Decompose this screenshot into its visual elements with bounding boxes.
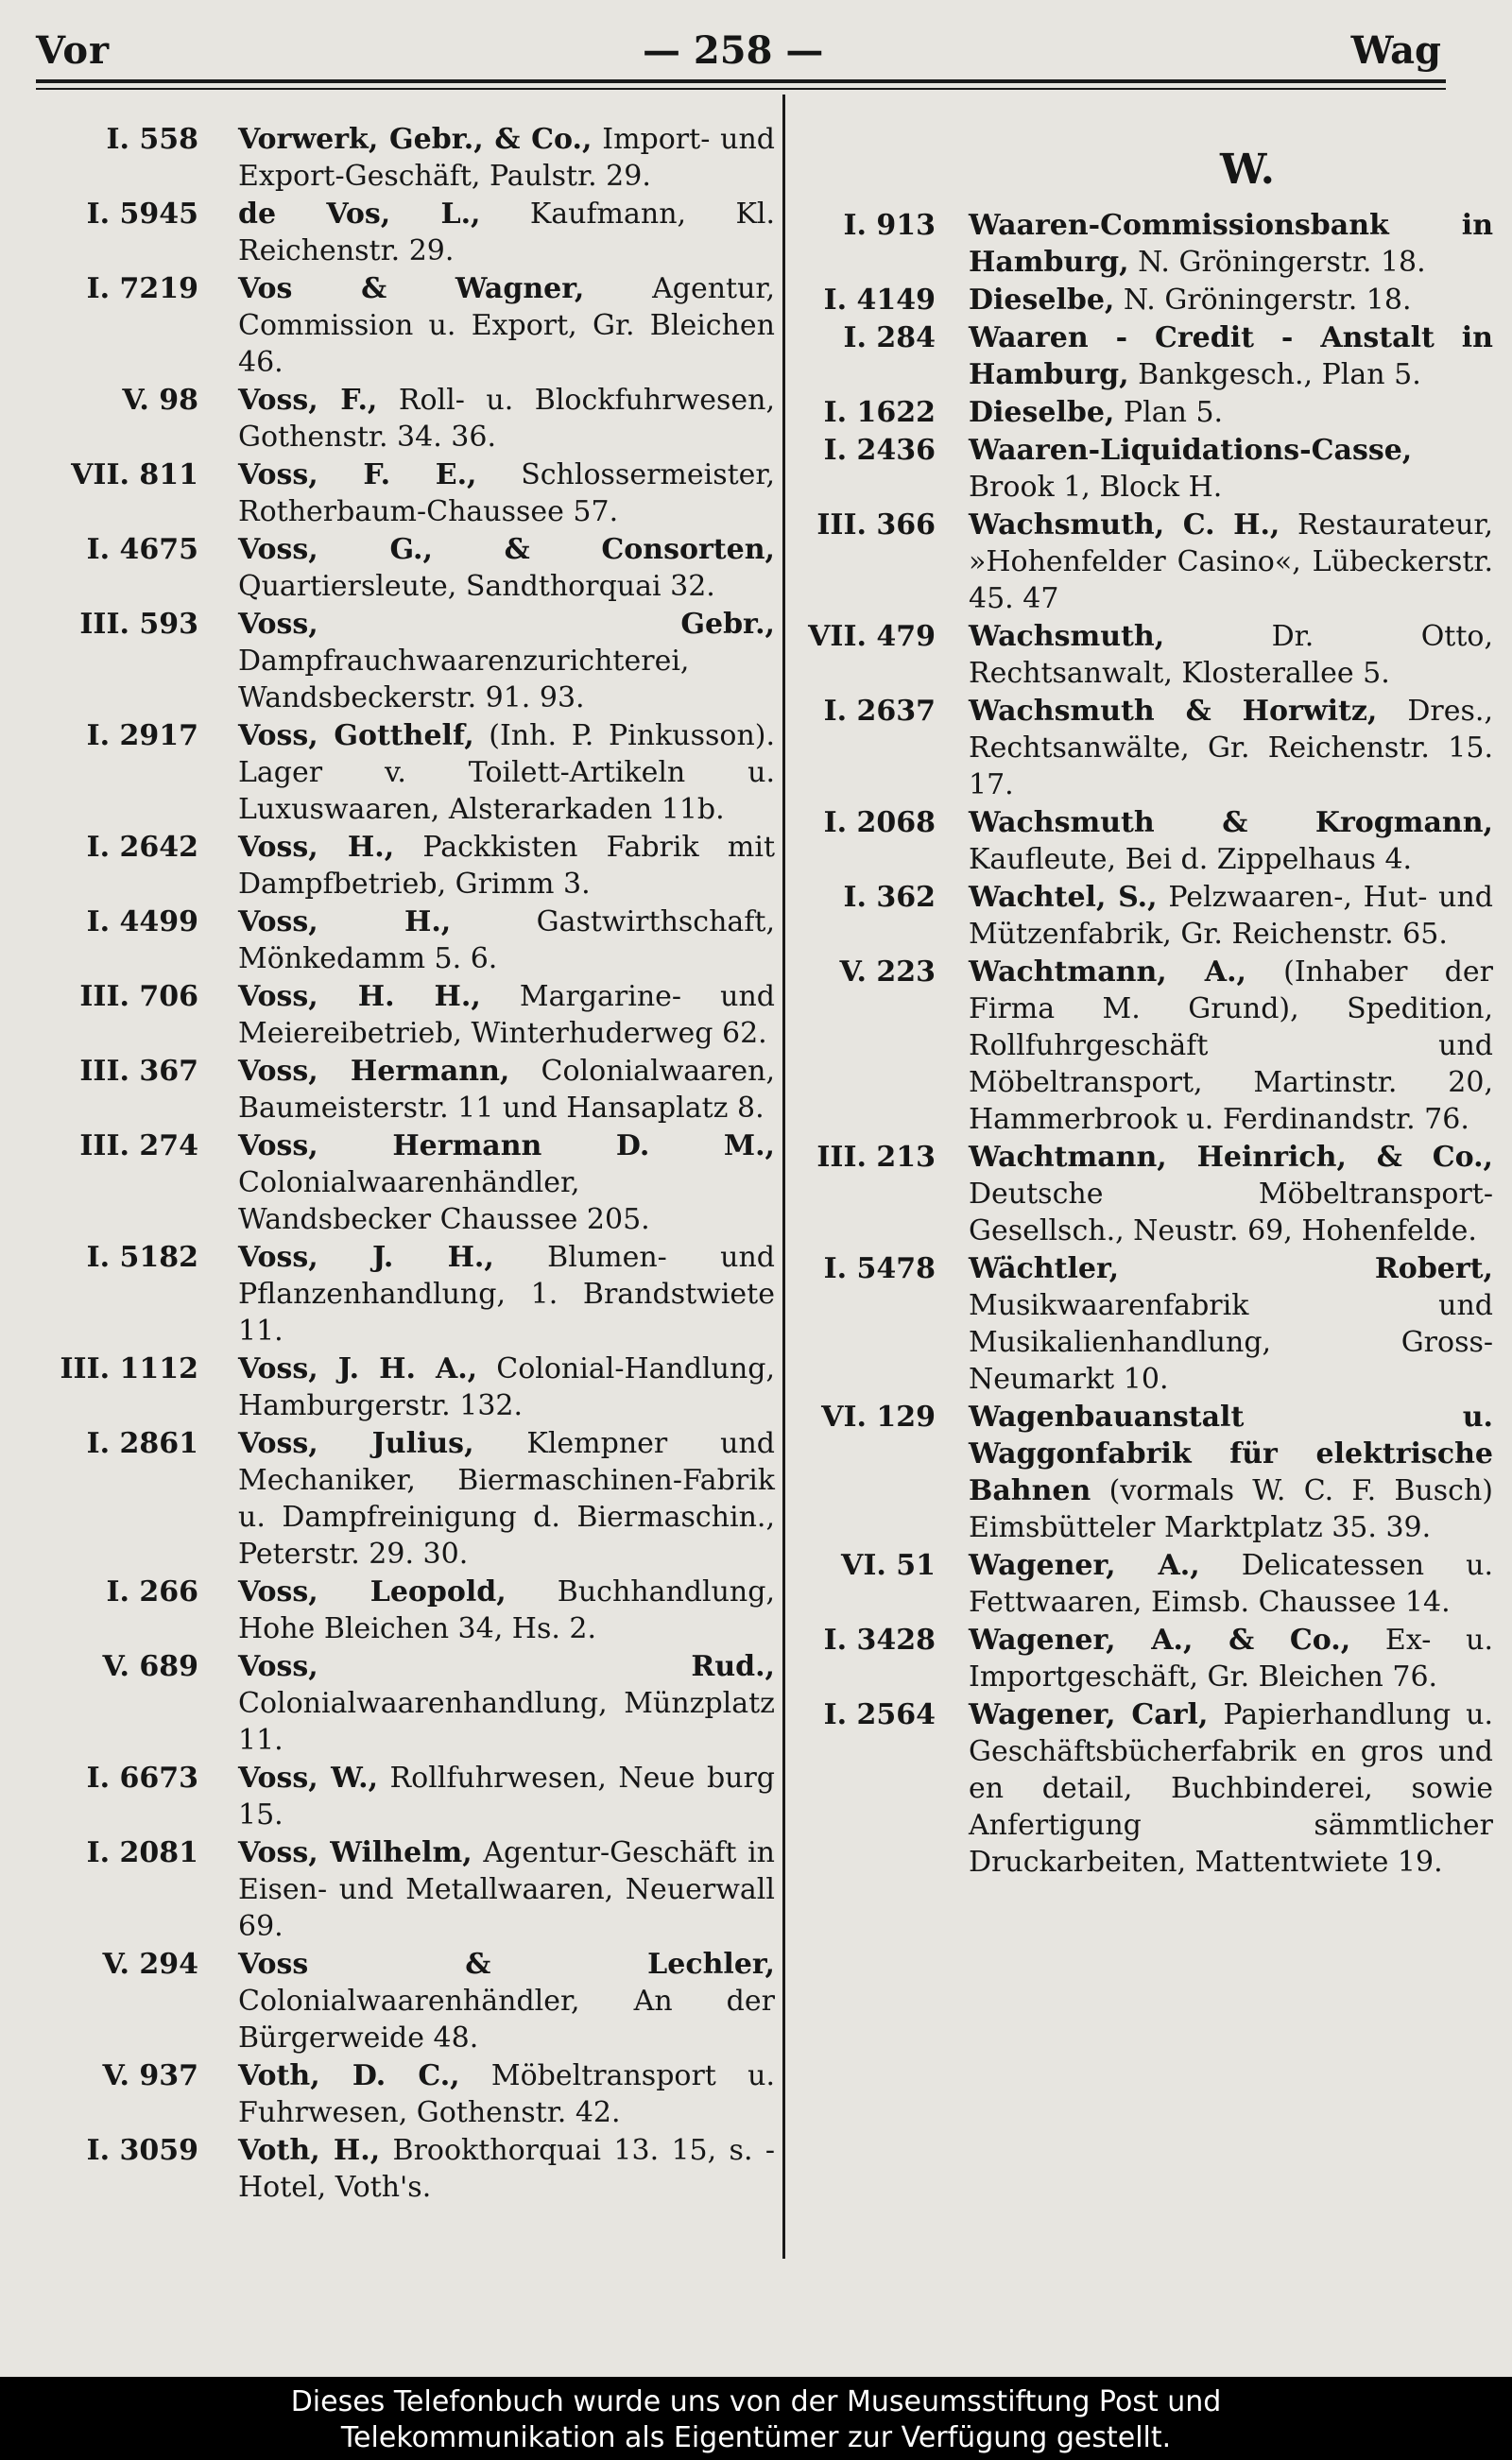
entry-details: Rollfuhrwesen, Neue burg 15. [238,1762,776,1832]
entry-name: Voss, Hermann D. M., [238,1129,775,1162]
entry-name: Voss, H. H., [238,980,481,1013]
entry-name: Voss, F. E., [238,458,477,491]
entry-details: Dr. Otto, Rechtsanwalt, Klosterallee 5. [969,620,1493,690]
phone-number: I. 284 [843,321,936,354]
phone-number: I. 3428 [823,1624,936,1657]
entry-text [238,2132,775,2206]
entry-name: Wächtler, Robert, [969,1252,1493,1285]
right-column [756,121,1493,1882]
entry-name: Voss, H., [238,905,452,938]
entry-details: Brookthorquai 13. 15, s. -Hotel, Voth's. [238,2134,775,2204]
entry-name: Wagener, A., [969,1549,1200,1582]
phone-number: I. 362 [843,881,936,914]
phone-number: V. 937 [102,2059,198,2092]
directory-entry [28,1350,775,1424]
phone-number: I. 558 [106,123,198,156]
entry-details: Agentur-Geschäft in Eisen- und Metallwaaren, Neuerwall 69. [238,1836,775,1943]
entry-details: (vormals W. C. F. Busch) Eimsbütteler Marktplatz 35. 39. [969,1474,1493,1544]
phone-number: I. 2081 [86,1836,198,1869]
directory-entry [756,282,1493,318]
directory-entry [756,1250,1493,1398]
directory-entry [756,319,1493,393]
directory-entry [756,207,1493,281]
right-entries [756,207,1493,1881]
phone-number: I. 4675 [86,533,198,566]
entry-name: Voss, J. H. A., [238,1352,478,1385]
entry-details: Restaurateur, »Hohenfelder Casino«, Lübeckerstr. 45. 47 [969,508,1493,615]
entry-text [969,432,1493,506]
entry-text [969,394,1493,431]
directory-entry [28,1574,775,1647]
directory-entry [756,1547,1493,1621]
entry-text [238,382,775,456]
entry-text [969,507,1493,617]
phone-number: I. 3059 [86,2134,198,2167]
phone-number: I. 7219 [86,272,198,305]
directory-entry [756,618,1493,692]
phone-number: III. 1112 [60,1352,198,1385]
entry-details: Colonial-Handlung, Hamburgerstr. 132. [238,1352,776,1422]
entry-text [238,903,775,977]
entry-text [238,1053,775,1127]
entry-name: Voss, J. H., [238,1241,494,1274]
entry-details: Kaufmann, Kl. Reichenstr. 29. [238,198,775,267]
directory-entry [28,1425,775,1573]
directory-entry [28,1239,775,1350]
entry-text [969,693,1493,803]
entry-text [238,121,775,195]
directory-entry [28,456,775,530]
entry-name: Wachtel, S., [969,881,1158,914]
entry-text [969,282,1493,318]
entry-details: Klempner und Mechaniker, Biermaschinen-Fabrik u. Dampfreinigung d. Biermaschin., Peterstr. 29. 30. [238,1427,775,1571]
phone-number: III. 366 [816,508,936,542]
entry-name: Voss, Julius, [238,1427,474,1460]
entry-name: Voss, Gebr., [238,608,775,641]
entry-name: Dieselbe, [969,396,1115,429]
entry-text [969,207,1493,281]
directory-entry [756,879,1493,953]
entry-text [238,1239,775,1350]
entry-name: Wachtmann, Heinrich, & Co., [969,1141,1493,1174]
header-rule-thin [36,88,1446,90]
entry-text [238,1127,775,1238]
entry-name: Wagener, A., & Co., [969,1624,1351,1657]
entry-text [238,1574,775,1647]
entry-text [238,978,775,1052]
entry-details: (Inhaber der Firma M. Grund), Spedition, Rollfuhrgeschäft und Möbeltransport, Martinstr. 20, Hammerbrook u. Ferdinandstr. 76. [969,955,1493,1136]
directory-entry [756,804,1493,878]
directory-entry [28,829,775,903]
entry-text [969,319,1493,393]
entry-text [969,1139,1493,1249]
phone-number: V. 223 [839,955,936,989]
phone-number: III. 367 [79,1055,198,1088]
entry-text [969,879,1493,953]
entry-details: Agentur, Commission u. Export, Gr. Bleichen 46. [238,272,775,379]
entry-details: Deutsche Möbeltransport-Gesellsch., Neustr. 69, Hohenfelde. [969,1178,1493,1247]
directory-entry [28,382,775,456]
directory-entry [28,1053,775,1127]
entry-details: (Inh. P. Pinkusson). Lager v. Toilett-Artikeln u. Luxuswaaren, Alsterarkaden 11b. [238,719,776,826]
directory-entry [28,270,775,381]
phone-number: I. 5182 [86,1241,198,1274]
entry-details: Brook 1, Block H. [969,471,1223,504]
entry-name: Voss, Rud., [238,1650,775,1683]
entry-details: Ex- u. Importgeschäft, Gr. Bleichen 76. [969,1624,1493,1694]
directory-entry [28,717,775,828]
phone-number: I. 1622 [823,396,936,429]
entry-name: Wagener, Carl, [969,1698,1209,1731]
entry-text [238,1834,775,1945]
entry-details: Papierhandlung u. Geschäftsbücherfabrik en gros und en detail, Buchbinderei, sowie Anfertigung sämmtlicher Druckarbeiten, Mattentwiete 19. [969,1698,1493,1879]
entry-name: Voth, H., [238,2134,381,2167]
directory-entry [28,1648,775,1759]
entry-details: Dampfrauchwaarenzurichterei, Wandsbeckerstr. 91. 93. [238,645,690,714]
entry-name: Voss, Hermann, [238,1055,510,1088]
left-column [28,121,775,2207]
directory-entry [756,507,1493,617]
entry-text [969,1547,1493,1621]
directory-entry [28,1834,775,1945]
directory-entry [756,1696,1493,1881]
directory-entry [756,1622,1493,1695]
phone-number: I. 2564 [823,1698,936,1731]
directory-entry [756,394,1493,431]
entry-name: Wachsmuth & Krogmann, [969,806,1493,839]
entry-details: Delicatessen u. Fettwaaren, Eimsb. Chaussee 14. [969,1549,1493,1619]
entry-details: Dres., Rechtsanwälte, Gr. Reichenstr. 15. 17. [969,695,1493,801]
directory-entry [28,2132,775,2206]
entry-details: Margarine- und Meiereibetrieb, Winterhuderweg 62. [238,980,775,1050]
entry-text [238,1760,775,1833]
entry-name: Waaren - Credit - Anstalt in Hamburg, [969,321,1493,391]
directory-entry [756,954,1493,1138]
directory-entry [756,432,1493,506]
phone-number: I. 2436 [823,434,936,467]
entry-name: de Vos, L., [238,198,481,231]
entry-name: Wachsmuth & Horwitz, [969,695,1378,728]
entry-text [238,1946,775,2056]
phone-number: I. 2861 [86,1427,198,1460]
header-last-word: Wag [1350,28,1441,73]
phone-number: I. 5945 [86,198,198,231]
phone-number: I. 266 [106,1575,198,1608]
phone-number: V. 98 [122,384,198,417]
entry-details: Colonialwaarenhändler, An der Bürgerweide 48. [238,1985,775,2055]
phone-number: I. 2068 [823,806,936,839]
entry-text [969,618,1493,692]
directory-entry [28,196,775,269]
page-number: — 258 — [643,28,824,73]
phone-number: III. 274 [79,1129,198,1162]
entry-details: Packkisten Fabrik mit Dampfbetrieb, Grimm 3. [238,831,775,901]
footer-line-2: Telekommunikation als Eigentümer zur Verfügung gestellt. [340,2421,1172,2454]
entry-name: Wachsmuth, [969,620,1165,653]
entry-details: Roll- u. Blockfuhrwesen, Gothenstr. 34. 36. [238,384,776,454]
entry-text [238,606,775,716]
entry-text [969,1250,1493,1398]
entry-name: Wachtmann, A., [969,955,1246,989]
entry-details: Musikwaarenfabrik und Musikalienhandlung, Gross-Neumarkt 10. [969,1289,1493,1396]
entry-details: Kaufleute, Bei d. Zippelhaus 4. [969,843,1413,876]
phone-number: VI. 129 [821,1401,936,1434]
entry-details: Bankgesch., Plan 5. [1128,358,1421,391]
entry-details: Quartiersleute, Sandthorquai 32. [238,570,715,603]
directory-entry [756,1399,1493,1546]
phone-number: VI. 51 [841,1549,936,1582]
phone-number: I. 4149 [823,284,936,317]
section-heading: W. [1220,146,1275,194]
entry-text [238,456,775,530]
entry-name: Dieselbe, [969,284,1115,317]
entry-details: Colonialwaaren, Baumeisterstr. 11 und Hansaplatz 8. [238,1055,775,1125]
entry-name: Wagenbauanstalt u. Waggonfabrik für elektrische Bahnen [969,1401,1493,1507]
phone-number: I. 2642 [86,831,198,864]
entry-text [238,1350,775,1424]
phone-number: V. 689 [102,1650,198,1683]
entry-text [238,531,775,605]
entry-text [238,1425,775,1573]
entry-details: Blumen- und Pflanzenhandlung, 1. Brandstwiete 11. [238,1241,776,1348]
entry-name: Waaren-Liquidations-Casse, [969,434,1413,467]
entry-name: Voss, W., [238,1762,379,1795]
entry-text [238,2057,775,2131]
entry-details: Schlossermeister, Rotherbaum-Chaussee 57. [238,458,775,528]
entry-details: Gastwirthschaft, Mönkedamm 5. 6. [238,905,775,975]
directory-entry [28,121,775,195]
directory-entry [28,1760,775,1833]
header-rule-thick [36,79,1446,83]
directory-entry [756,693,1493,803]
entry-text [969,1399,1493,1546]
entry-name: Voss, G., & Consorten, [238,533,775,566]
entry-details: Colonialwaarenhandlung, Münzplatz 11. [238,1687,775,1757]
entry-details: Pelzwaaren-, Hut- und Mützenfabrik, Gr. Reichenstr. 65. [969,881,1493,951]
entry-name: Vorwerk, Gebr., & Co., [238,123,593,156]
directory-entry [28,978,775,1052]
entry-name: Voss, Gotthelf, [238,719,474,752]
phone-number: VII. 811 [71,458,198,491]
entry-details: Plan 5. [1114,396,1224,429]
entry-name: Voss, Leopold, [238,1575,507,1608]
header-first-word: Vor [36,28,111,73]
phone-number: V. 294 [102,1948,198,1981]
directory-entry [28,531,775,605]
entry-name: Voss, F., [238,384,378,417]
directory-entry [28,2057,775,2131]
entry-text [238,829,775,903]
phone-number: I. 4499 [86,905,198,938]
directory-entry [28,606,775,716]
page-header [0,21,1512,77]
entry-text [238,196,775,269]
entry-text [969,954,1493,1138]
phone-number: I. 6673 [86,1762,198,1795]
entry-details: N. Gröningerstr. 18. [1128,246,1426,279]
footer-notice [0,2377,1512,2460]
phone-number: III. 593 [79,608,198,641]
phone-number: III. 706 [79,980,198,1013]
entry-name: Voss & Lechler, [238,1948,775,1981]
directory-entry [28,903,775,977]
phone-number: III. 213 [816,1141,936,1174]
entry-name: Vos & Wagner, [238,272,585,305]
entry-details: Colonialwaarenhändler, Wandsbecker Chaussee 205. [238,1166,650,1236]
directory-entry [28,1946,775,2056]
phone-number: VII. 479 [808,620,936,653]
entry-details: Import- und Export-Geschäft, Paulstr. 29. [238,123,775,193]
directory-entry [756,1139,1493,1249]
phone-number: I. 2637 [823,695,936,728]
directory-entry [28,1127,775,1238]
entry-text [969,1622,1493,1695]
entry-details: N. Gröningerstr. 18. [1114,284,1412,317]
entry-name: Wachsmuth, C. H., [969,508,1280,542]
entry-text [969,804,1493,878]
entry-details: Möbeltransport u. Fuhrwesen, Gothenstr. 42. [238,2059,775,2129]
entry-name: Waaren-Commissionsbank in Hamburg, [969,209,1493,279]
footer-line-1: Dieses Telefonbuch wurde uns von der Museumsstiftung Post und [290,2385,1222,2418]
phone-number: I. 2917 [86,719,198,752]
phone-number: I. 913 [843,209,936,242]
entry-text [969,1696,1493,1881]
entry-text [238,270,775,381]
entry-name: Voss, Wilhelm, [238,1836,472,1869]
entry-name: Voss, H., [238,831,395,864]
entry-details: Buchhandlung, Hohe Bleichen 34, Hs. 2. [238,1575,775,1645]
phone-number: I. 5478 [823,1252,936,1285]
entry-name: Voth, D. C., [238,2059,460,2092]
entry-text [238,717,775,828]
entry-text [238,1648,775,1759]
